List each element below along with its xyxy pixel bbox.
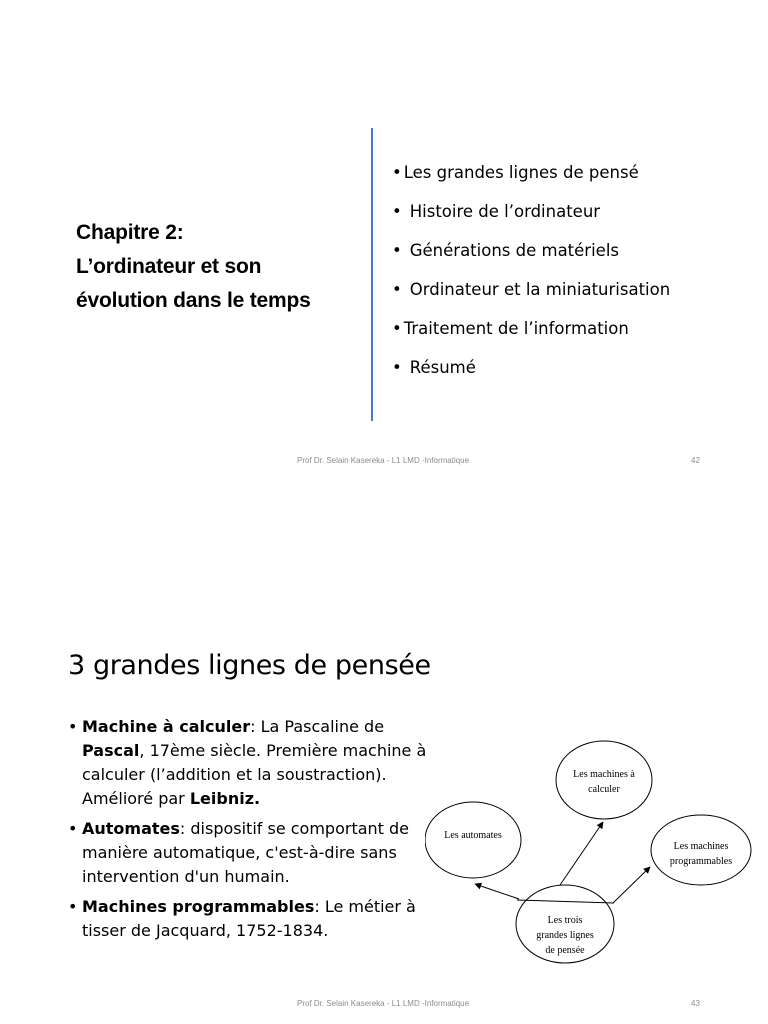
connector-line (517, 900, 614, 903)
table-of-contents (392, 153, 670, 387)
bullet-icon: • (392, 280, 402, 299)
arrow-to-programmable (613, 867, 650, 903)
toc-item: • Ordinateur et la miniaturisation (392, 280, 671, 299)
center-label-2: grandes lignes (536, 930, 594, 941)
toc-item: • Générations de matériels (392, 241, 619, 260)
bullet-icon: • (392, 358, 402, 377)
calc-label-2: calculer (588, 784, 620, 795)
bullet-icon: • (392, 319, 402, 338)
chapter-title-line-1: Chapitre 2: (76, 221, 184, 244)
footer-text: Prof Dr. Selain Kasereka - L1 LMD -Informatique (297, 999, 470, 1008)
node-calculating-machines (556, 741, 652, 819)
calc-label-1: Les machines à (573, 769, 635, 780)
toc-item: • Les grandes lignes de pensé (392, 163, 639, 182)
prog-label-2: programmables (669, 856, 733, 867)
list-item: • Machine à calculer: La Pascaline de Pascal, 17ème siècle. Première machine à calculer (l’addition et la soustraction). Amélioré par Leibniz. (68, 717, 427, 808)
bullet-icon: • (68, 717, 78, 736)
bullet-icon: • (68, 819, 78, 838)
bullet-icon: • (392, 241, 402, 260)
chapter-title-line-3: évolution dans le temps (76, 289, 311, 312)
auto-label: Les automates (444, 830, 502, 841)
vertical-divider (371, 128, 373, 421)
toc-item: • Histoire de l’ordinateur (392, 202, 601, 221)
chapter-title (76, 216, 366, 318)
chapter-title-line-2: L’ordinateur et son (76, 255, 262, 278)
bullet-icon: • (392, 202, 402, 221)
center-label-1: Les trois (547, 915, 583, 926)
list-item: • Automates: dispositif se comportant de manière automatique, c'est-à-dire sans intervention d'un humain. (68, 819, 410, 886)
bullet-list (68, 715, 428, 949)
slide-43 (0, 512, 768, 1024)
footer-text: Prof Dr. Selain Kasereka - L1 LMD -Informatique (297, 456, 470, 465)
slide-title: 3 grandes lignes de pensée (68, 650, 431, 681)
page-number: 42 (691, 456, 700, 465)
arrow-to-automata (475, 884, 519, 899)
center-label-3: de pensée (545, 945, 585, 956)
prog-label-1: Les machines (673, 841, 729, 852)
bullet-icon: • (392, 163, 402, 182)
toc-item: • Traitement de l’information (392, 319, 629, 338)
page-number: 43 (691, 999, 700, 1008)
bullet-icon: • (68, 897, 78, 916)
list-item: • Machines programmables: Le métier à tisser de Jacquard, 1752-1834. (68, 897, 416, 940)
toc-item: • Résumé (392, 358, 476, 377)
arrow-to-calculating (560, 822, 603, 885)
thought-lines-diagram (425, 737, 760, 967)
